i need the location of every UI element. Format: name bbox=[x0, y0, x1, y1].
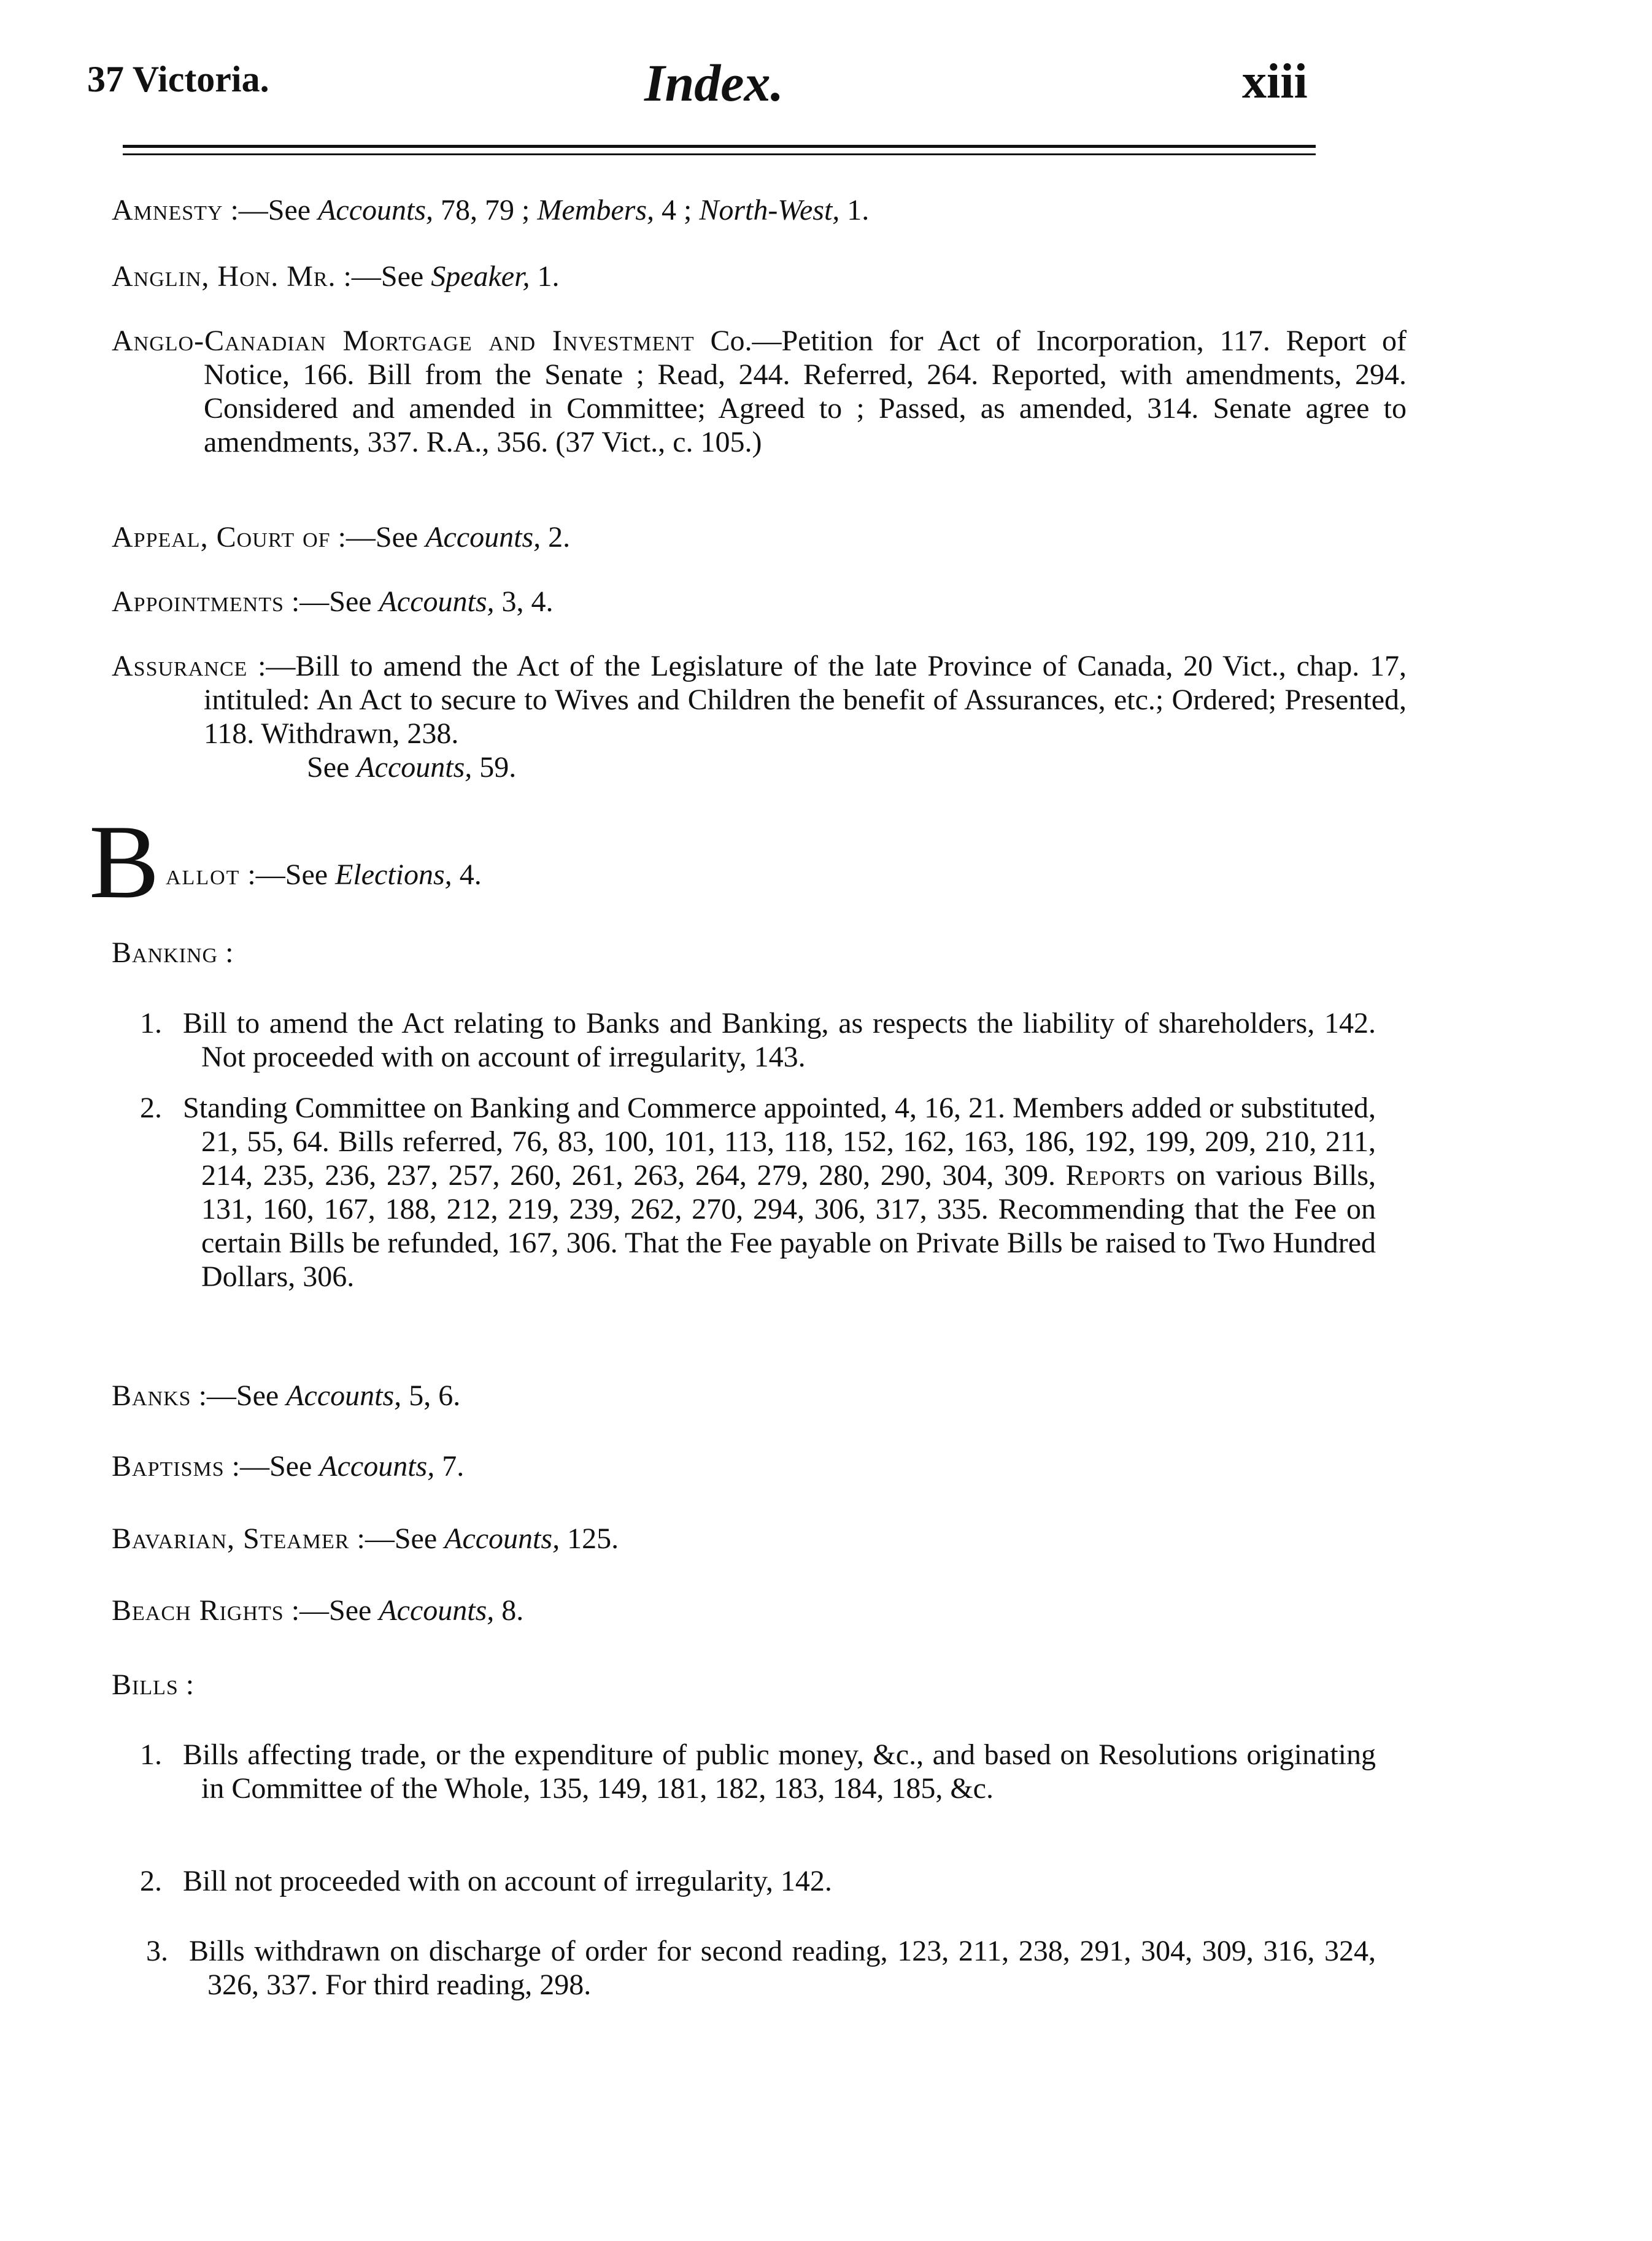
subentry-bills-1: 1. Bills affecting trade, or the expenditure of public money, &c., and based on Resolutions originating in Committee of the Whole, 135, 149, 181, 182, 183, 184, 185, &c. bbox=[140, 1738, 1376, 1805]
subentry-number: 2. bbox=[140, 1092, 162, 1124]
index-entry-ballot: allot :—See Elections, 4. bbox=[166, 858, 482, 891]
cross-reference: Accounts, bbox=[379, 585, 495, 618]
cross-reference: Accounts, bbox=[425, 521, 541, 554]
entry-body: :—Bill to amend the Act of the Legislature of the late Province of Canada, 20 Vict., chap. 17, intituled: An Act to secure to Wives and Children the benefit of Assurances, etc.; Ordered; Presented, 118. Withdrawn, 238. bbox=[204, 650, 1407, 750]
running-header-volume: 37 Victoria. bbox=[87, 59, 269, 99]
cross-reference: Accounts, bbox=[444, 1522, 560, 1555]
entry-heading: Banks bbox=[112, 1379, 191, 1412]
entry-heading: Bills bbox=[112, 1668, 179, 1701]
index-entry-beach-rights: Beach Rights :—See Accounts, 8. bbox=[112, 1594, 524, 1627]
subentry-bills-2: 2. Bill not proceeded with on account of irregularity, 142. bbox=[140, 1865, 832, 1897]
entry-heading: Bavarian, Steamer bbox=[112, 1522, 350, 1555]
index-entry-banking: Banking : bbox=[112, 936, 234, 969]
index-entry-appeal: Appeal, Court of :—See Accounts, 2. bbox=[112, 521, 571, 554]
running-header-title: Index. bbox=[644, 53, 784, 112]
cross-reference: Speaker, bbox=[431, 260, 530, 293]
entry-heading: Appointments bbox=[112, 585, 284, 618]
entry-heading: Anglin, Hon. Mr. bbox=[112, 260, 336, 293]
subentry-number: 1. bbox=[140, 1738, 162, 1771]
cross-reference: Accounts, bbox=[319, 1450, 435, 1483]
index-entry-anglo-canadian bbox=[112, 324, 1407, 459]
cross-reference: Accounts, bbox=[357, 751, 473, 784]
entry-heading: Baptisms bbox=[112, 1450, 225, 1483]
index-entry-assurance bbox=[112, 649, 1407, 750]
cross-reference: North-West, bbox=[699, 194, 840, 226]
index-entry-anglin: Anglin, Hon. Mr. :—See Speaker, 1. bbox=[112, 260, 560, 293]
cross-reference: Accounts, bbox=[318, 194, 434, 226]
entry-heading: Beach Rights bbox=[112, 1594, 284, 1627]
drop-cap-letter: B bbox=[89, 804, 160, 920]
page-number: xiii bbox=[1242, 55, 1308, 109]
entry-heading: Amnesty bbox=[112, 194, 223, 226]
cross-reference: Accounts, bbox=[379, 1594, 495, 1627]
subentry-banking-2: 2. Standing Committee on Banking and Commerce appointed, 4, 16, 21. Members added or substituted, 21, 55, 64. Bills referred, 76, 83, 100, 101, 113, 118, 152, 162, 163, 186, 192, 199, 209, 210, 211, 214, 235, 236, 237, 257, 260, 261, 263, 264, 279, 280, 290, 304, 309. Reports on various Bills, 131, 160, 167, 188, 212, 219, 239, 262, 270, 294, 306, 317, 335. Recommending that the Fee on certain Bills be refunded, 167, 306. That the Fee payable on Private Bills be raised to Two Hundred Dollars, 306. bbox=[140, 1092, 1376, 1293]
entry-heading: Anglo-Canadian Mortgage and Investment bbox=[112, 325, 695, 357]
see-also-assurance: See Accounts, 59. bbox=[307, 751, 517, 784]
subentry-number: 1. bbox=[140, 1007, 162, 1040]
subentry-number: 2. bbox=[140, 1865, 162, 1897]
entry-heading: Appeal, Court of bbox=[112, 521, 331, 554]
entry-heading: allot bbox=[166, 858, 241, 891]
index-entry-amnesty: Amnesty :—See Accounts, 78, 79 ; Members, 4 ; North-West, 1. bbox=[112, 194, 870, 226]
cross-reference: Elections, bbox=[335, 858, 452, 891]
cross-reference: Members, bbox=[537, 194, 655, 226]
entry-body: Co.—Petition for Act of Incorporation, 117. Report of Notice, 166. Bill from the Senate ; Read, 244. Referred, 264. Reported, with amendments, 294. Considered and amended in Committee; Agreed to ; Passed, as amended, 314. Senate agree to amendments, 337. R.A., 356. (37 Vict., c. 105.) bbox=[204, 325, 1407, 458]
index-entry-bills: Bills : bbox=[112, 1668, 195, 1701]
header-rule-thick bbox=[123, 145, 1316, 148]
index-entry-bavarian: Bavarian, Steamer :—See Accounts, 125. bbox=[112, 1522, 619, 1555]
header-rule-thin bbox=[123, 153, 1316, 155]
index-entry-appointments: Appointments :—See Accounts, 3, 4. bbox=[112, 585, 554, 618]
subentry-number: 3. bbox=[146, 1935, 168, 1967]
subentry-bills-3: 3. Bills withdrawn on discharge of order for second reading, 123, 211, 238, 291, 304, 309, 316, 324, 326, 337. For third reading, 298. bbox=[146, 1935, 1376, 2001]
index-entry-banks: Banks :—See Accounts, 5, 6. bbox=[112, 1379, 461, 1412]
entry-heading: Banking bbox=[112, 936, 218, 969]
cross-reference: Accounts, bbox=[286, 1379, 402, 1412]
subentry-banking-1: 1. Bill to amend the Act relating to Banks and Banking, as respects the liability of shareholders, 142. Not proceeded with on account of irregularity, 143. bbox=[140, 1007, 1376, 1073]
entry-heading: Assurance bbox=[112, 650, 248, 682]
index-entry-baptisms: Baptisms :—See Accounts, 7. bbox=[112, 1450, 465, 1483]
